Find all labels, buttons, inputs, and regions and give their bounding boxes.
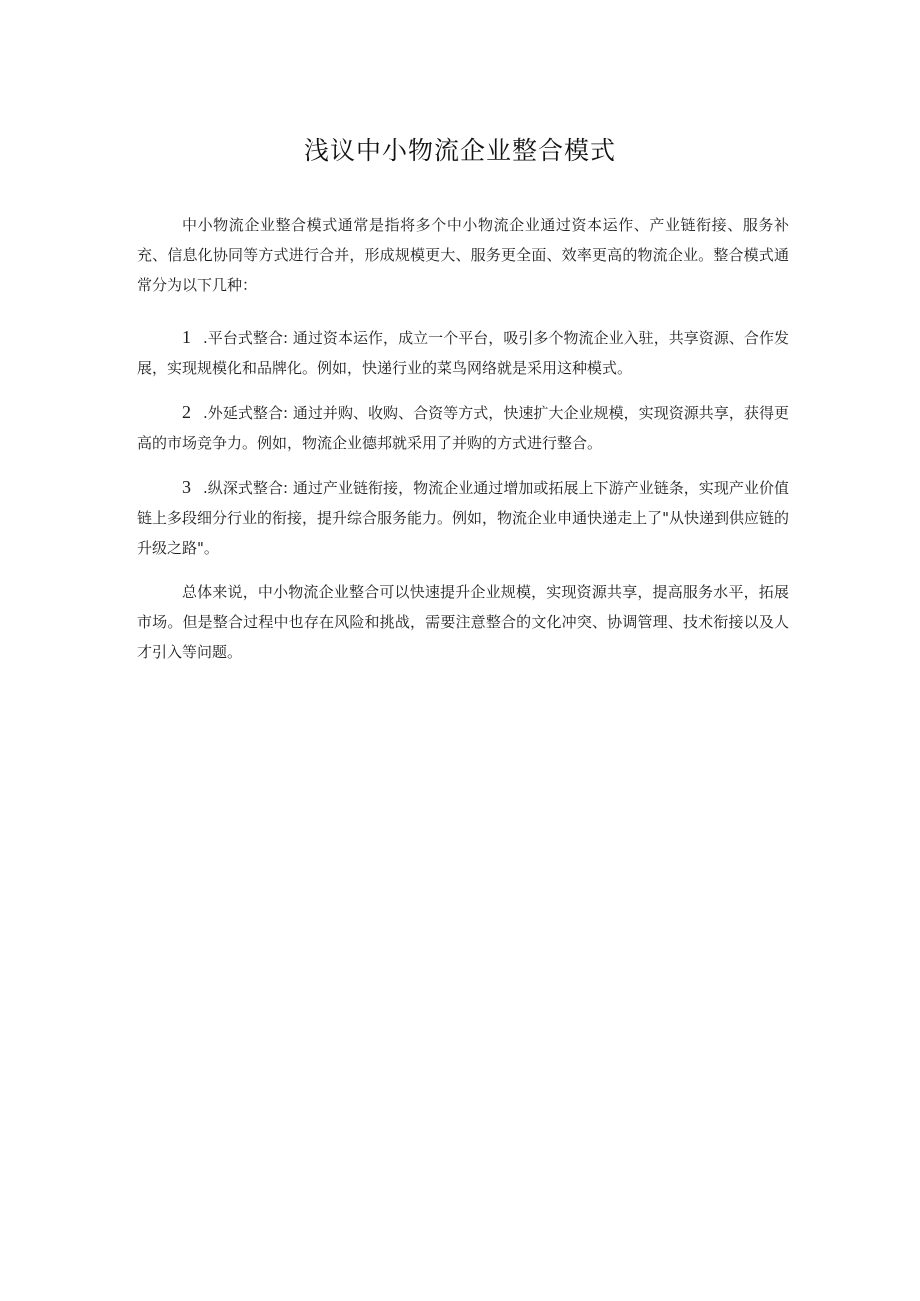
document-body <box>137 210 789 681</box>
intro-paragraph: 中小物流企业整合模式通常是指将多个中小物流企业通过资本运作、产业链衔接、服务补充、信息化协同等方式进行合并，形成规模更大、服务更全面、效率更高的物流企业。整合模式通常分为以下几种： <box>137 216 789 294</box>
list-item-number: 2 <box>182 402 191 422</box>
list-item <box>137 472 789 563</box>
list-item-number: 3 <box>182 477 191 497</box>
list-item-text: .平台式整合: 通过资本运作，成立一个平台，吸引多个物流企业入驻，共享资源、合作发展，实现规模化和品牌化。例如，快递行业的菜鸟网络就是采用这种模式。 <box>137 329 789 377</box>
list-item <box>137 397 789 458</box>
list-item-number: 1 <box>182 327 191 347</box>
list-item-text: .纵深式整合: 通过产业链衔接，物流企业通过增加或拓展上下游产业链条，实现产业价值链上多段细分行业的衔接，提升综合服务能力。例如，物流企业申通快递走上了"从快递到供应链的升级之路"。 <box>137 479 789 557</box>
list-item-text: .外延式整合: 通过并购、收购、合资等方式，快速扩大企业规模，实现资源共享，获得更高的市场竞争力。例如，物流企业德邦就采用了并购的方式进行整合。 <box>137 404 789 452</box>
list-item <box>137 322 789 383</box>
document-title: 浅议中小物流企业整合模式 <box>303 136 616 165</box>
conclusion-paragraph: 总体来说，中小物流企业整合可以快速提升企业规模，实现资源共享，提高服务水平，拓展市场。但是整合过程中也存在风险和挑战，需要注意整合的文化冲突、协调管理、技术衔接以及人才引入等问题。 <box>137 583 789 661</box>
